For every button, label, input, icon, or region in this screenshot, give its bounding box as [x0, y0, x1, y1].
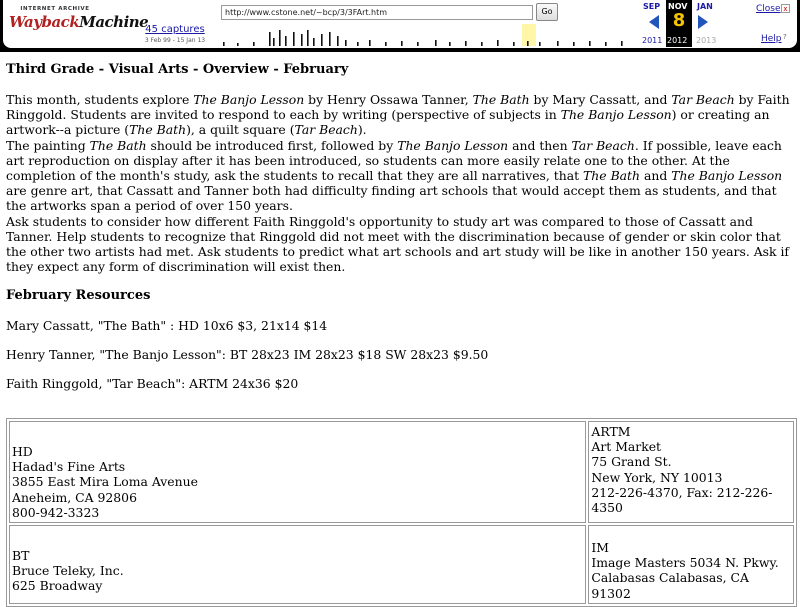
prev-capture-arrow-icon[interactable] — [649, 15, 659, 29]
wayback-logo-main — [9, 13, 149, 31]
vendor-table — [6, 418, 797, 607]
capture-tick — [369, 40, 371, 46]
vendor-cell — [9, 525, 586, 604]
capture-tick — [329, 32, 331, 46]
artwork-title: The Bath — [472, 92, 530, 107]
capture-tick — [401, 41, 403, 46]
capture-date-range: 3 Feb 99 - 15 Jan 13 — [144, 37, 206, 44]
vendor-cell — [9, 421, 586, 523]
resource-item: Mary Cassatt, "The Bath" : HD 10x6 $3, 21x14 $14 — [6, 318, 328, 334]
go-button[interactable]: Go — [536, 3, 558, 21]
capture-tick — [539, 42, 541, 46]
text: This month, students explore — [6, 92, 194, 107]
current-year-highlight — [522, 24, 536, 46]
capture-tick — [307, 30, 309, 46]
resources-heading: February Resources — [6, 288, 151, 304]
help-icon[interactable]: ? — [783, 33, 787, 41]
year-next: 2013 — [696, 36, 717, 45]
capture-tick — [605, 42, 607, 46]
capture-tick — [513, 42, 515, 46]
next-capture-arrow-icon[interactable] — [698, 15, 708, 29]
vendor-address: 75 Grand St. — [591, 454, 672, 470]
capture-tick — [497, 40, 499, 46]
vendor-city: Calabasas Calabasas, CA 91302 — [591, 570, 749, 601]
capture-tick — [301, 34, 303, 46]
capture-tick — [237, 43, 239, 46]
vendor-code: IM — [591, 540, 609, 556]
year-current: 2012 — [667, 36, 688, 45]
artwork-title: Tar Beach — [571, 137, 635, 153]
vendor-city: Aneheim, CA 92806 — [12, 489, 137, 505]
text: and — [640, 168, 672, 184]
wayback-logo-word-2: Machine — [79, 13, 149, 31]
vendor-cell — [588, 421, 794, 523]
artwork-title: The Bath — [583, 168, 641, 184]
vendor-phone: 212-226-4370, Fax: 212-226-4350 — [591, 484, 773, 516]
capture-tick — [357, 42, 359, 46]
artwork-title: The Bath — [89, 137, 147, 153]
text: Ask students to consider how different Faith Ringgold's opportunity to study art was compared to those of Cassatt and Tanner. Help students to recognize that Ringgold did not meet with the discrimination because of gender or skin color that the other two artists had met. Ask students to predict what art schools and art study will be like in another 150 years. Ask if they expect any form of discrimination will exist then. — [6, 213, 790, 275]
artwork-title: The Banjo Lesson — [397, 137, 509, 153]
artwork-title: The Banjo Lesson — [560, 107, 672, 123]
text: are genre art, that Cassatt and Tanner both had difficulty finding art schools that would accept them as students, and that the artworks span a period of over 150 years. — [6, 183, 777, 214]
capture-tick — [557, 41, 559, 46]
month-current: NOV — [668, 2, 688, 11]
vendor-address: 3855 East Mira Loma Avenue — [12, 474, 198, 490]
wayback-logo[interactable] — [9, 6, 149, 40]
wayback-logo-top: INTERNET ARCHIVE — [20, 6, 90, 12]
vendor-name: Hadad's Fine Arts — [12, 459, 126, 475]
text: The painting — [6, 137, 90, 153]
vendor-name: Bruce Teleky, Inc. — [12, 563, 124, 579]
wayback-logo-word-1: Wayback — [9, 13, 80, 31]
intro-paragraph — [6, 92, 792, 274]
capture-tick — [273, 38, 275, 46]
table-row — [9, 525, 794, 604]
text: ) or creating an artwork--a picture ( — [6, 107, 770, 138]
artwork-title: The Bath — [129, 122, 187, 138]
capture-tick — [337, 36, 339, 46]
month-prev-link[interactable]: SEP — [643, 2, 661, 11]
artwork-title: The Banjo Lesson — [671, 168, 783, 184]
vendor-name: Image Masters 5034 N. Pkwy. — [591, 555, 779, 571]
capture-tick — [293, 32, 295, 46]
capture-tick — [573, 42, 575, 46]
resource-item: Faith Ringgold, "Tar Beach": ARTM 24x36 $20 — [6, 376, 299, 392]
capture-tick — [321, 34, 323, 46]
wayback-toolbar — [0, 0, 800, 52]
capture-tick — [345, 40, 347, 46]
capture-tick — [417, 42, 419, 46]
vendor-address: 625 Broadway — [12, 578, 103, 594]
vendor-code: HD — [12, 444, 33, 459]
text: and then — [508, 137, 572, 153]
captures-link[interactable]: 45 captures — [145, 24, 205, 35]
capture-tick — [589, 41, 591, 46]
capture-tick — [481, 42, 483, 46]
text: ). — [357, 122, 367, 138]
vendor-cell — [588, 525, 794, 604]
capture-tick — [253, 42, 255, 46]
close-icon[interactable]: x — [781, 4, 790, 13]
vendor-name: Art Market — [591, 439, 662, 455]
text: should be introduced first, followed by — [146, 137, 398, 153]
vendor-phone: 800-942-3323 — [12, 504, 100, 520]
artwork-title: Tar Beach — [671, 92, 735, 107]
calendar-navigator — [639, 0, 719, 48]
close-toolbar-link[interactable]: Close — [756, 4, 781, 14]
capture-tick — [285, 36, 287, 46]
capture-tick — [527, 41, 529, 46]
capture-tick — [465, 41, 467, 46]
text: by Henry Ossawa Tanner, — [304, 92, 473, 107]
capture-tick — [449, 42, 451, 46]
wayback-toolbar-panel — [3, 0, 797, 48]
resource-item: Henry Tanner, "The Banjo Lesson": BT 28x23 IM 28x23 $18 SW 28x23 $9.50 — [6, 347, 489, 363]
text: by Mary Cassatt, and — [529, 92, 672, 107]
capture-tick — [435, 40, 437, 46]
page-title: Third Grade - Visual Arts - Overview - February — [6, 62, 349, 77]
url-input[interactable]: http://www.cstone.net/~bcp/3/3FArt.htm — [221, 5, 533, 20]
capture-tick — [621, 41, 623, 46]
capture-day: 8 — [672, 10, 686, 31]
capture-tick — [223, 42, 225, 46]
capture-tick — [313, 38, 315, 46]
help-link[interactable]: Help — [761, 34, 782, 44]
text: ), a quilt square ( — [186, 122, 295, 138]
artwork-title: The Banjo Lesson — [193, 92, 305, 107]
capture-tick — [385, 42, 387, 46]
month-next-link[interactable]: JAN — [697, 2, 713, 11]
capture-sparkline[interactable] — [217, 22, 637, 48]
text: . If possible, leave each art reproduction on display after it has been introduced, so students can more easily relate one to the other. At the completion of the month's study, ask the students to recall that they are all narratives, that — [6, 137, 782, 184]
vendor-code: BT — [12, 548, 30, 564]
page-content — [6, 62, 792, 391]
artwork-title: Tar Beach — [294, 122, 358, 138]
vendor-code: ARTM — [591, 424, 631, 439]
year-prev-link[interactable]: 2011 — [642, 36, 663, 45]
vendor-city: New York, NY 10013 — [591, 469, 723, 485]
capture-tick — [279, 30, 281, 46]
table-row — [9, 421, 794, 523]
text: by Faith Ringgold. Students are invited to respond to each by writing (perspective of subjects in — [6, 92, 790, 123]
capture-tick — [269, 32, 271, 46]
